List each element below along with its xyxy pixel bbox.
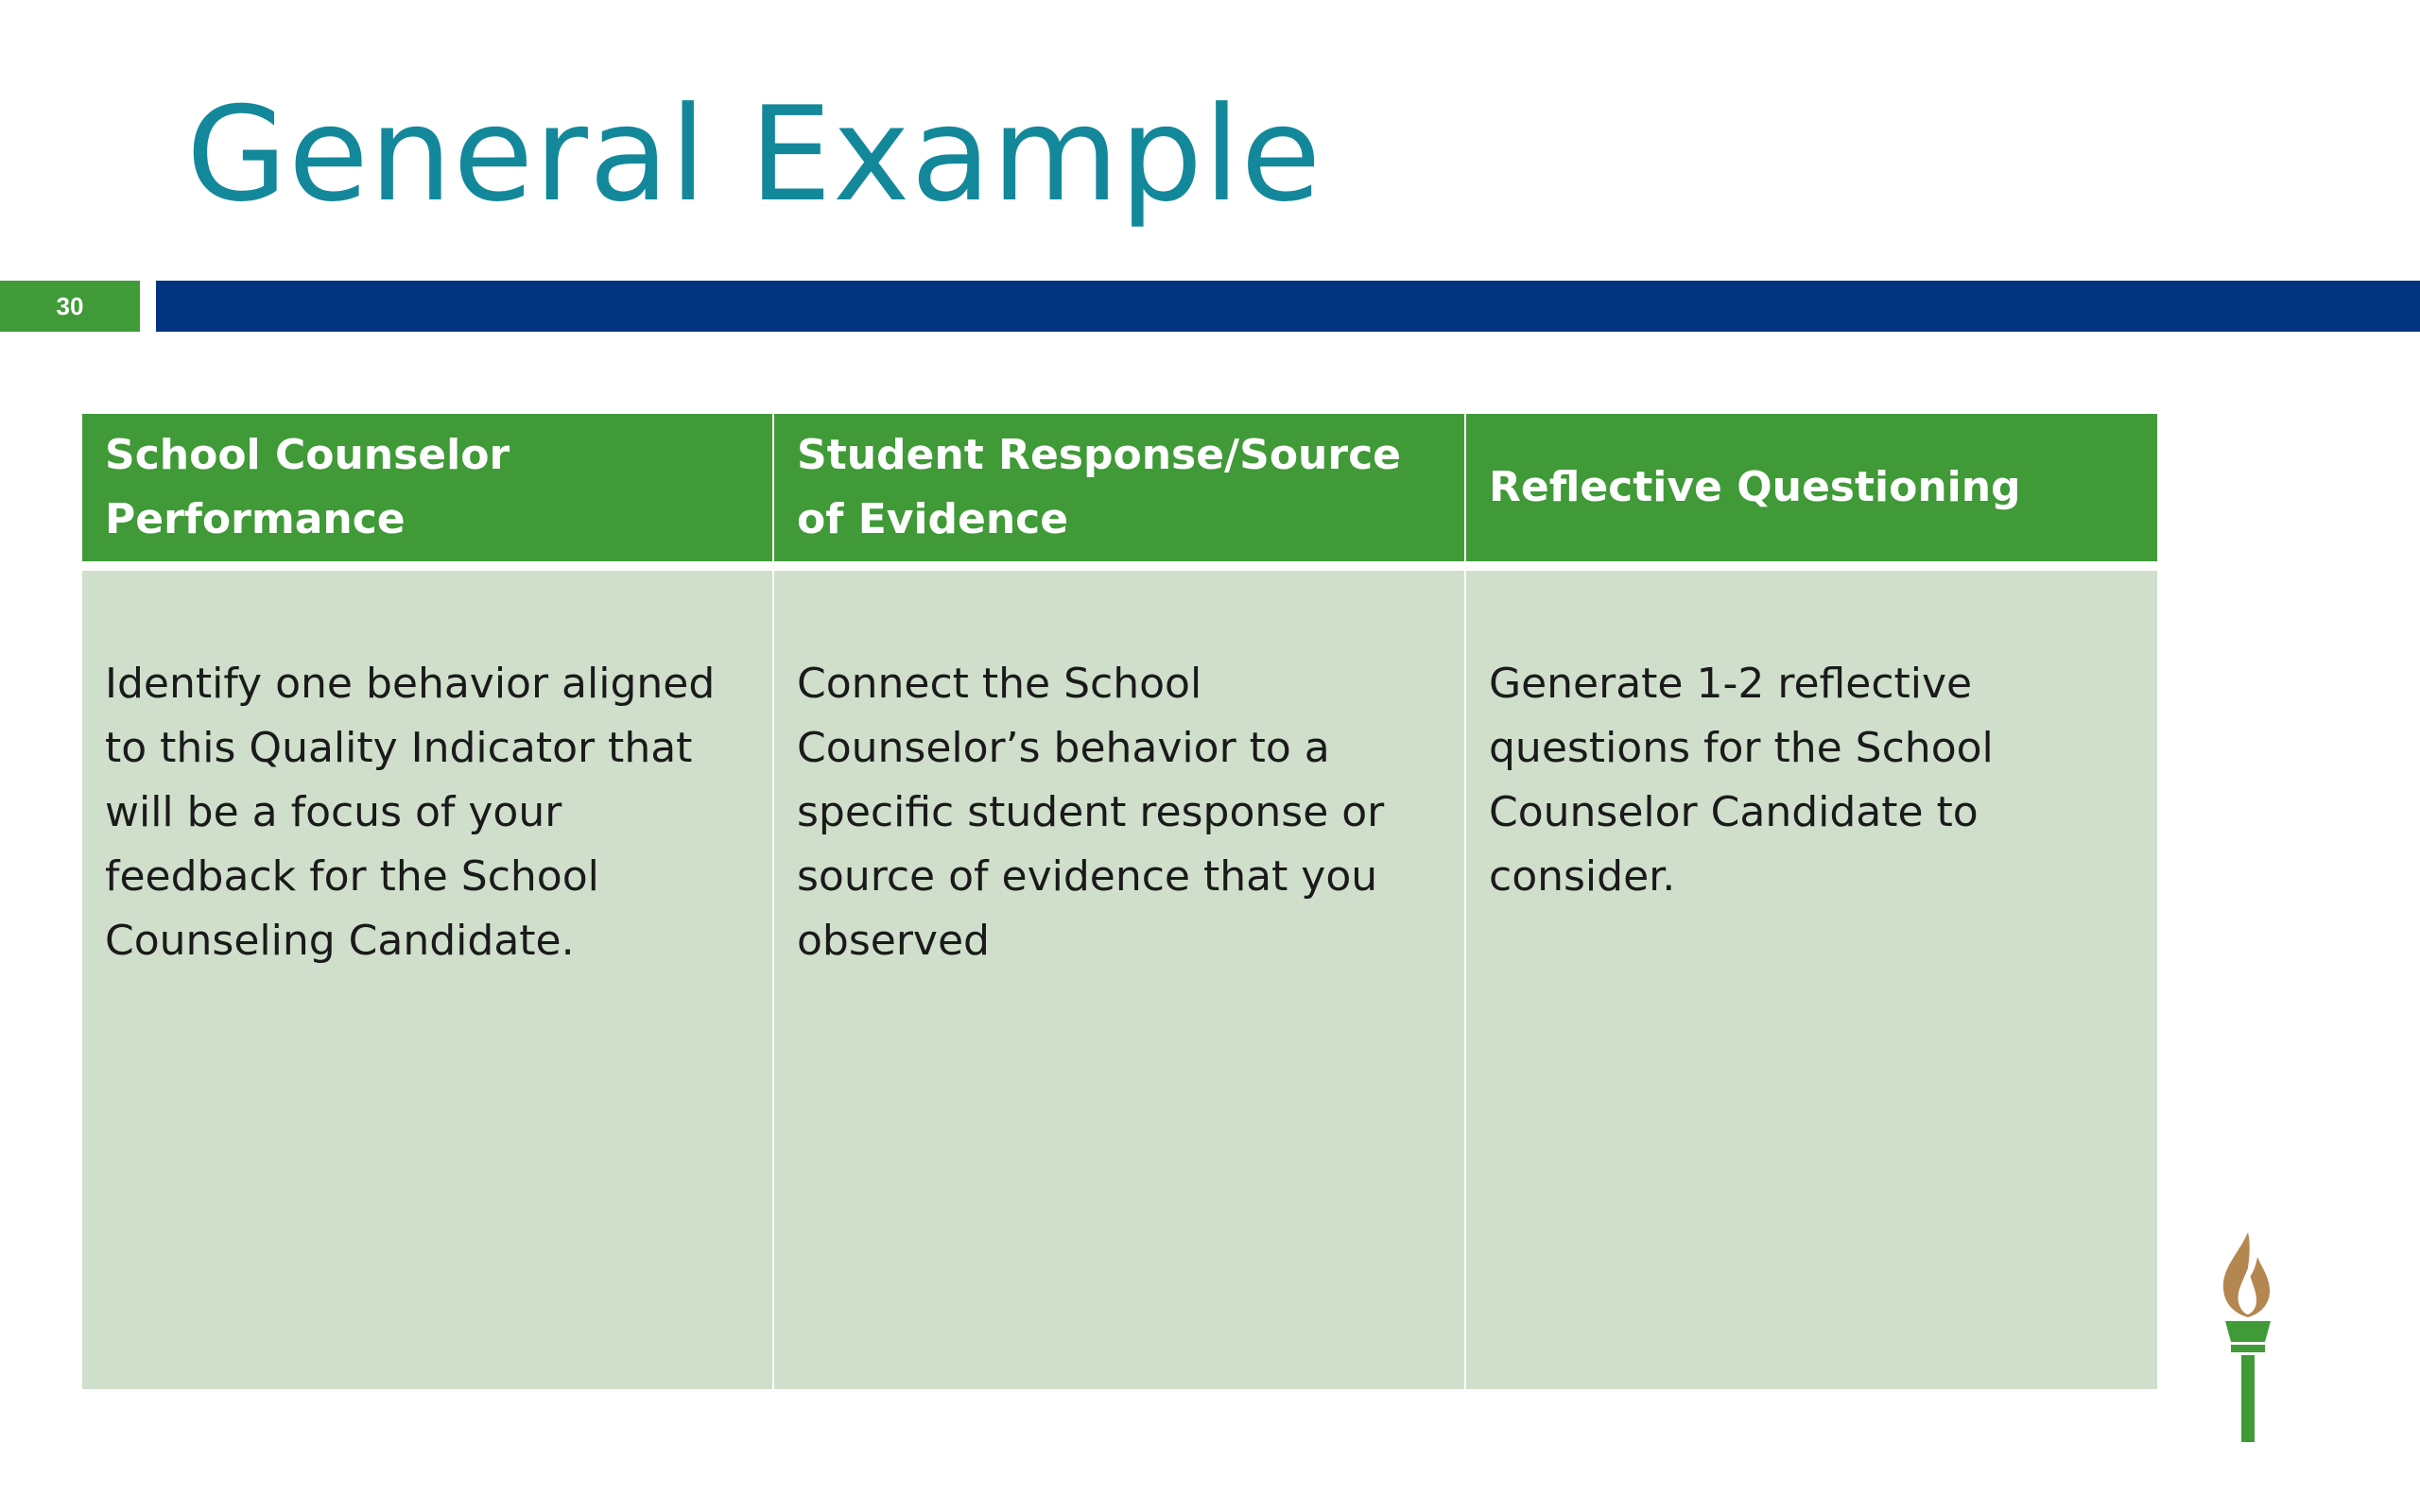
header-reflective-questioning: Reflective Questioning (1466, 414, 2157, 561)
row-separator (1466, 561, 2157, 571)
row-separator (82, 561, 772, 571)
header-school-counselor-performance: School Counselor Performance (82, 414, 772, 561)
row-separator (774, 561, 1464, 571)
slide-title: General Example (186, 78, 1322, 231)
page-number-badge: 30 (0, 281, 140, 332)
header-divider-bar (156, 281, 2420, 332)
example-table (82, 414, 2157, 1389)
cell-school-counselor-performance: Identify one behavior aligned to this Quality Indicator that will be a focus of your feedback for the School Counseling Candidate. (82, 571, 772, 1389)
header-student-response: Student Response/Source of Evidence (774, 414, 1464, 561)
torch-icon (2210, 1230, 2286, 1443)
cell-reflective-questioning: Generate 1-2 reflective questions for the School Counselor Candidate to consider. (1466, 571, 2157, 1389)
cell-student-response: Connect the School Counselor’s behavior to a specific student response or source of evidence that you observed (774, 571, 1464, 1389)
